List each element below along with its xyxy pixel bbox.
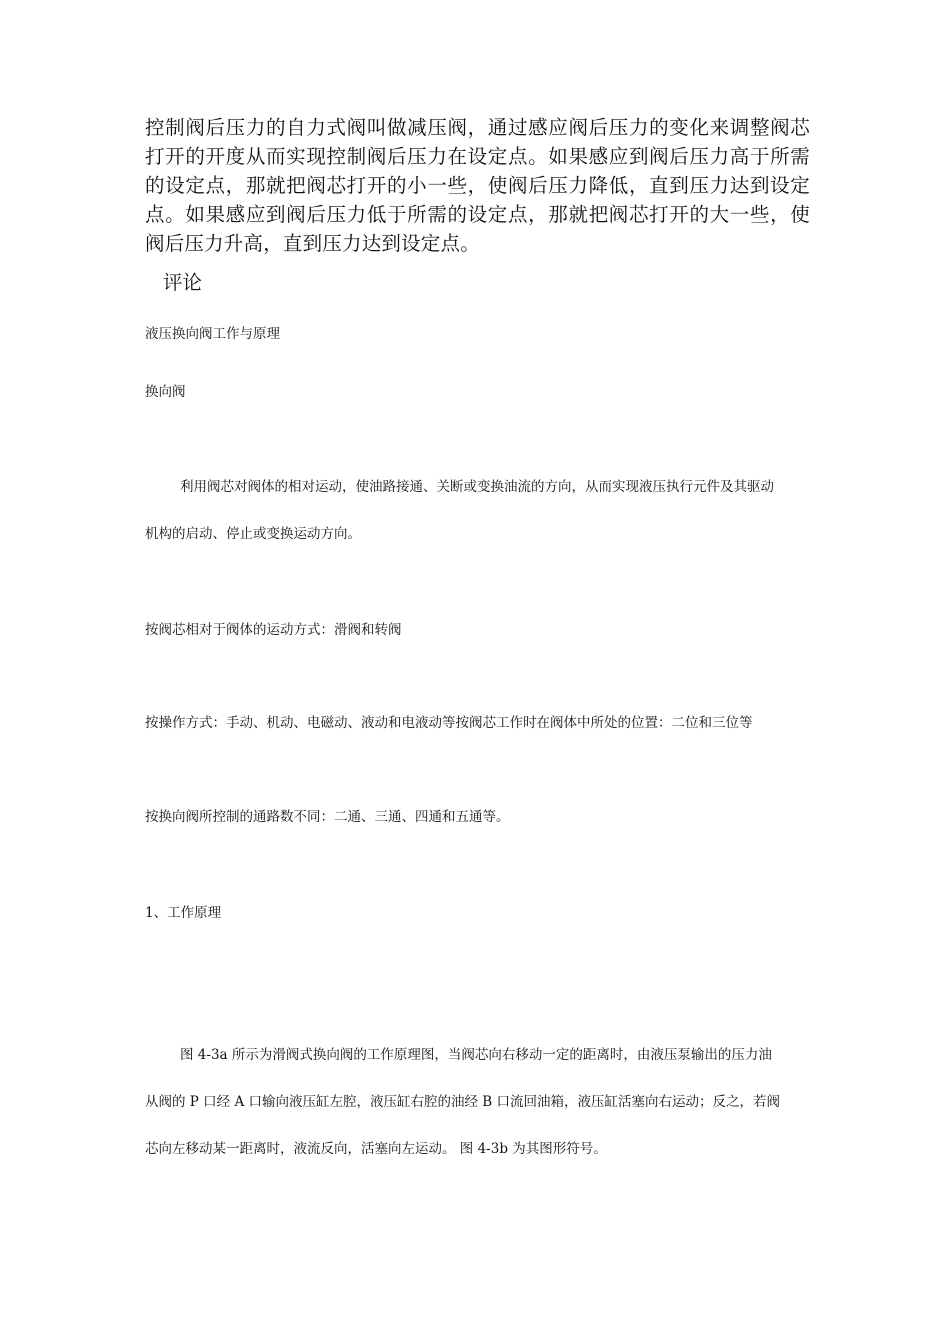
intro-paragraph: 控制阀后压力的自力式阀叫做减压阀，通过感应阀后压力的变化来调整阀芯打开的开度从而实现控制阀后压力在设定点。如果感应到阀后压力高于所需的设定点，那就把阀芯打开的小一些，使阀后压力降低，直到压力达到设定点。如果感应到阀后压力低于所需的设定点，那就把阀芯打开的大一些，使阀后压力升高，直到压力达到设定点。 (145, 116, 810, 255)
comment-link[interactable]: 评论 (163, 271, 203, 294)
classification-by-motion: 按阀芯相对于阀体的运动方式：滑阀和转阀 (145, 622, 402, 638)
classification-by-passages: 按换向阀所控制的通路数不同：二通、三通、四通和五通等。 (145, 809, 510, 825)
subheading-working-principle: 1、工作原理 (145, 905, 222, 921)
article-title: 液压换向阀工作与原理 (145, 326, 280, 342)
principle-line-2: 从阀的 P 口经 A 口输向液压缸左腔，液压缸右腔的油经 B 口流回油箱，液压缸活塞向右运动；反之，若阀 (145, 1094, 780, 1110)
definition-line-2: 机构的启动、停止或变换运动方向。 (145, 526, 361, 542)
principle-line-1: 图 4-3a 所示为滑阀式换向阀的工作原理图，当阀芯向右移动一定的距离时，由液压泵输出的压力油 (180, 1047, 772, 1063)
classification-by-operation: 按操作方式：手动、机动、电磁动、液动和电液动等按阀芯工作时在阀体中所处的位置：二位和三位等 (145, 715, 753, 731)
definition-line-1: 利用阀芯对阀体的相对运动，使油路接通、关断或变换油流的方向，从而实现液压执行元件及其驱动 (180, 479, 774, 495)
section-heading: 换向阀 (145, 384, 186, 400)
principle-line-3: 芯向左移动某一距离时，液流反向，活塞向左运动。 图 4-3b 为其图形符号。 (145, 1141, 607, 1157)
